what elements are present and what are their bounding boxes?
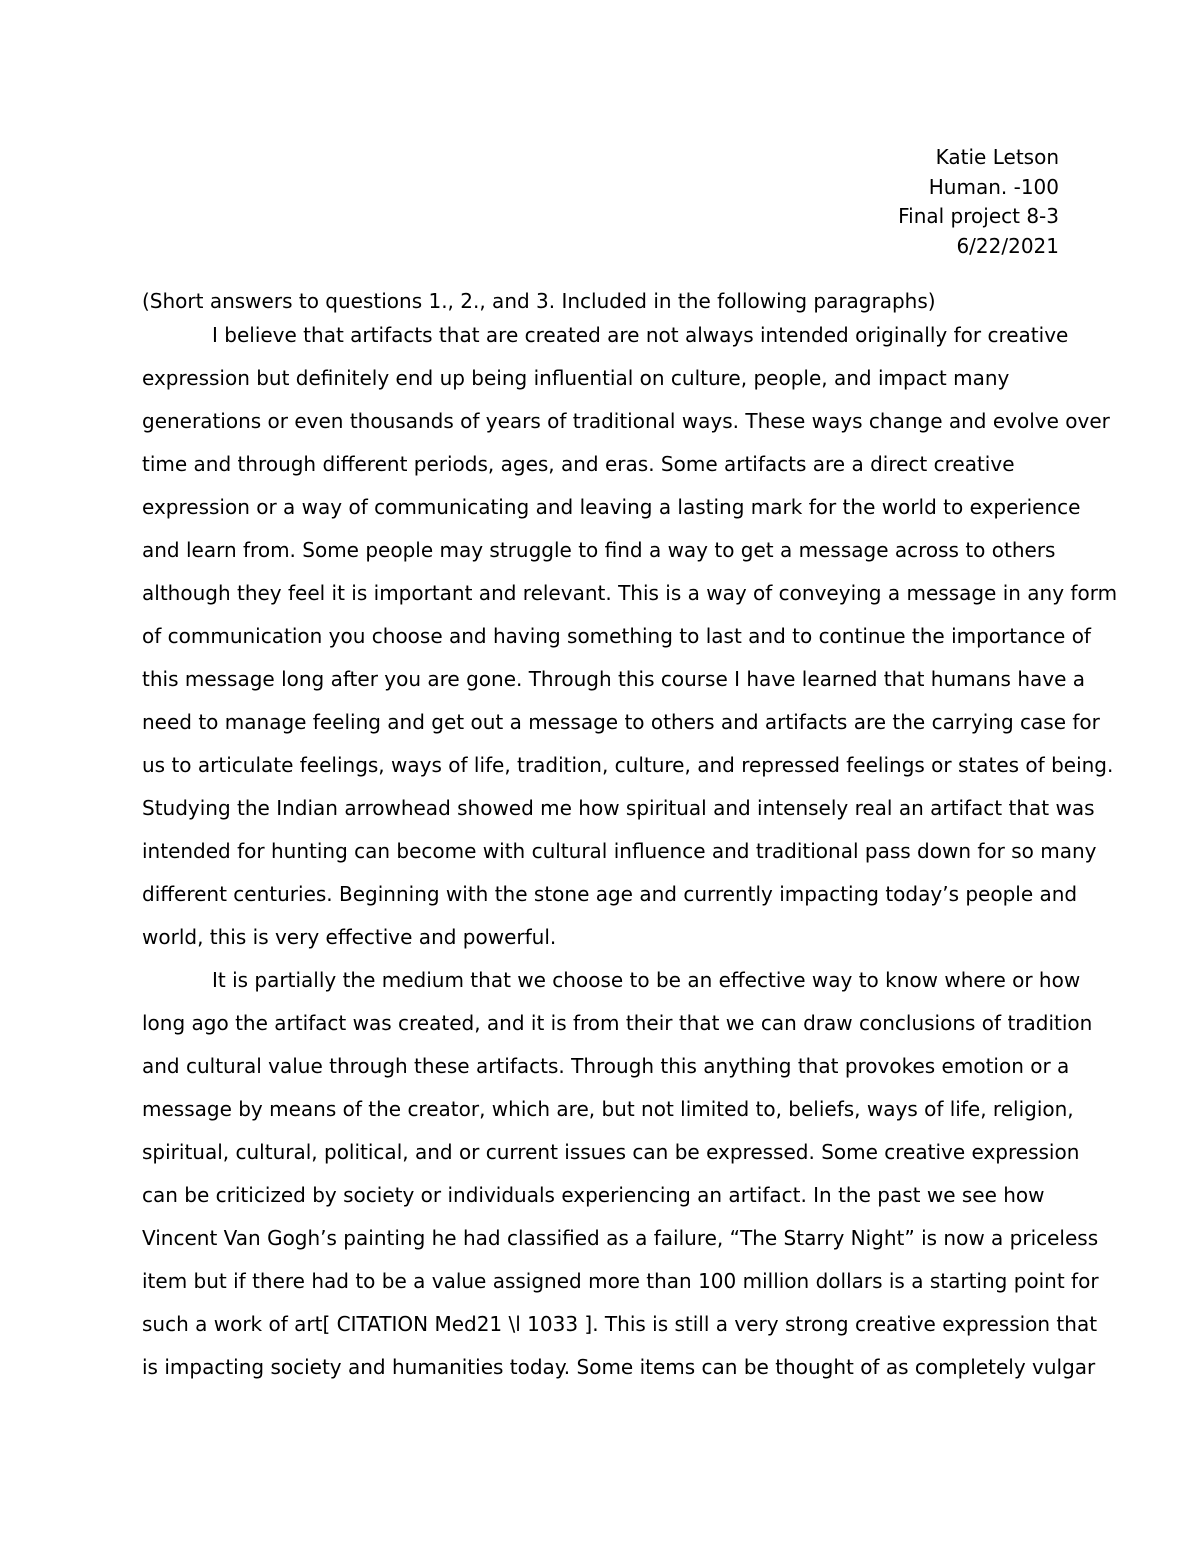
author-name: Katie Letson: [935, 145, 1059, 169]
paragraph-2-line: can be criticized by society or individuals experiencing an artifact. In the past we see how: [142, 1183, 1045, 1207]
paragraph-1-line: time and through different periods, ages, and eras. Some artifacts are a direct creative: [142, 452, 1015, 476]
essay-body: [142, 314, 1118, 1389]
paragraph-1-line: I believe that artifacts that are created are not always intended originally for creative: [212, 323, 1069, 347]
paragraph-1-line: and learn from. Some people may struggle to find a way to get a message across to others: [142, 538, 1056, 562]
paragraph-2-line: item but if there had to be a value assigned more than 100 million dollars is a starting point for: [142, 1269, 1099, 1293]
course-name: Human. -100: [928, 174, 1059, 199]
paragraph-1-line: Studying the Indian arrowhead showed me how spiritual and intensely real an artifact that was: [142, 796, 1095, 820]
paragraph-1-line: intended for hunting can become with cultural influence and traditional pass down for so many: [142, 839, 1097, 863]
paragraph-1-line: expression but definitely end up being influential on culture, people, and impact many: [142, 366, 1010, 390]
paragraph-1-line: us to articulate feelings, ways of life, tradition, culture, and repressed feelings or states of being.: [142, 753, 1114, 777]
paragraph-2-line: Vincent Van Gogh’s painting he had classified as a failure, “The Starry Night” is now a priceless: [142, 1226, 1099, 1250]
paragraph-2-line: is impacting society and humanities today. Some items can be thought of as completely vulgar: [142, 1355, 1096, 1379]
document-date: 6/22/2021: [956, 233, 1059, 258]
paragraph-1-line: different centuries. Beginning with the stone age and currently impacting today’s people and: [142, 882, 1078, 906]
paragraph-1-line: need to manage feeling and get out a message to others and artifacts are the carrying case for: [142, 710, 1100, 734]
paragraph-1-line: expression or a way of communicating and leaving a lasting mark for the world to experience: [142, 495, 1081, 519]
paragraph-2-line: long ago the artifact was created, and it is from their that we can draw conclusions of tradition: [142, 1011, 1093, 1035]
paragraph-2-line: message by means of the creator, which are, but not limited to, beliefs, ways of life, religion,: [142, 1097, 1074, 1121]
document-header: [898, 143, 1059, 261]
paragraph-1-line: although they feel it is important and relevant. This is a way of conveying a message in any form: [142, 581, 1118, 605]
paragraph-1-line: world, this is very effective and powerful.: [142, 925, 557, 949]
paragraph-1-line: generations or even thousands of years of traditional ways. These ways change and evolve over: [142, 409, 1110, 433]
paragraph-1-line: of communication you choose and having something to last and to continue the importance of: [142, 624, 1091, 648]
paragraph-2-line: such a work of art[ CITATION Med21 \l 1033 ]. This is still a very strong creative expression that: [142, 1312, 1098, 1336]
paragraph-2-line: spiritual, cultural, political, and or current issues can be expressed. Some creative expression: [142, 1140, 1080, 1164]
paragraph-1-line: this message long after you are gone. Through this course I have learned that humans have a: [142, 667, 1086, 691]
intro-note: (Short answers to questions 1., 2., and 3. Included in the following paragraphs): [142, 289, 936, 313]
paragraph-2-line: It is partially the medium that we choose to be an effective way to know where or how: [212, 968, 1081, 992]
paragraph-2-line: and cultural value through these artifacts. Through this anything that provokes emotion or a: [142, 1054, 1070, 1078]
assignment-title: Final project 8-3: [898, 204, 1059, 228]
